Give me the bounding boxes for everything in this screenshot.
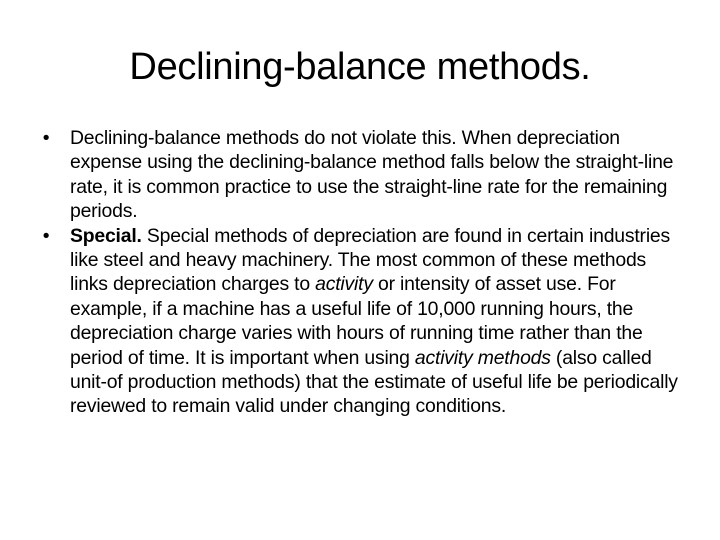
bullet-text bbox=[70, 225, 678, 418]
bullet-text-part: (also called unit-of production methods) that the estimate of useful life be periodically reviewed to remain valid under changing conditions. bbox=[70, 346, 678, 418]
bullet-list bbox=[36, 126, 686, 419]
bullet-text-part: or intensity of asset use. For example, if a machine has a useful life of 10,000 running hours, the depreciation charge varies with hours of running time rather than the period of time. It is important when using bbox=[70, 273, 643, 369]
italic-term: activity bbox=[315, 273, 373, 296]
bullet-text: Declining-balance methods do not violate this. When depreciation expense using the declining-balance method falls below the straight-line rate, it is common practice to use the straight-line rate for the remaining periods. bbox=[70, 127, 674, 223]
bullet-marker: • bbox=[42, 127, 50, 149]
bullet-text-part: Special methods of depreciation are found in certain industries like steel and heavy machinery. The most common of these methods links depreciation charges to bbox=[70, 224, 671, 296]
slide-title: Declining-balance methods. bbox=[129, 46, 591, 88]
bullet-heading: Special. bbox=[70, 224, 142, 247]
bullet-marker: • bbox=[42, 224, 50, 247]
bullet-item-declining-balance bbox=[36, 126, 686, 224]
italic-term: activity methods bbox=[414, 346, 551, 369]
bullet-item-special bbox=[36, 224, 686, 419]
